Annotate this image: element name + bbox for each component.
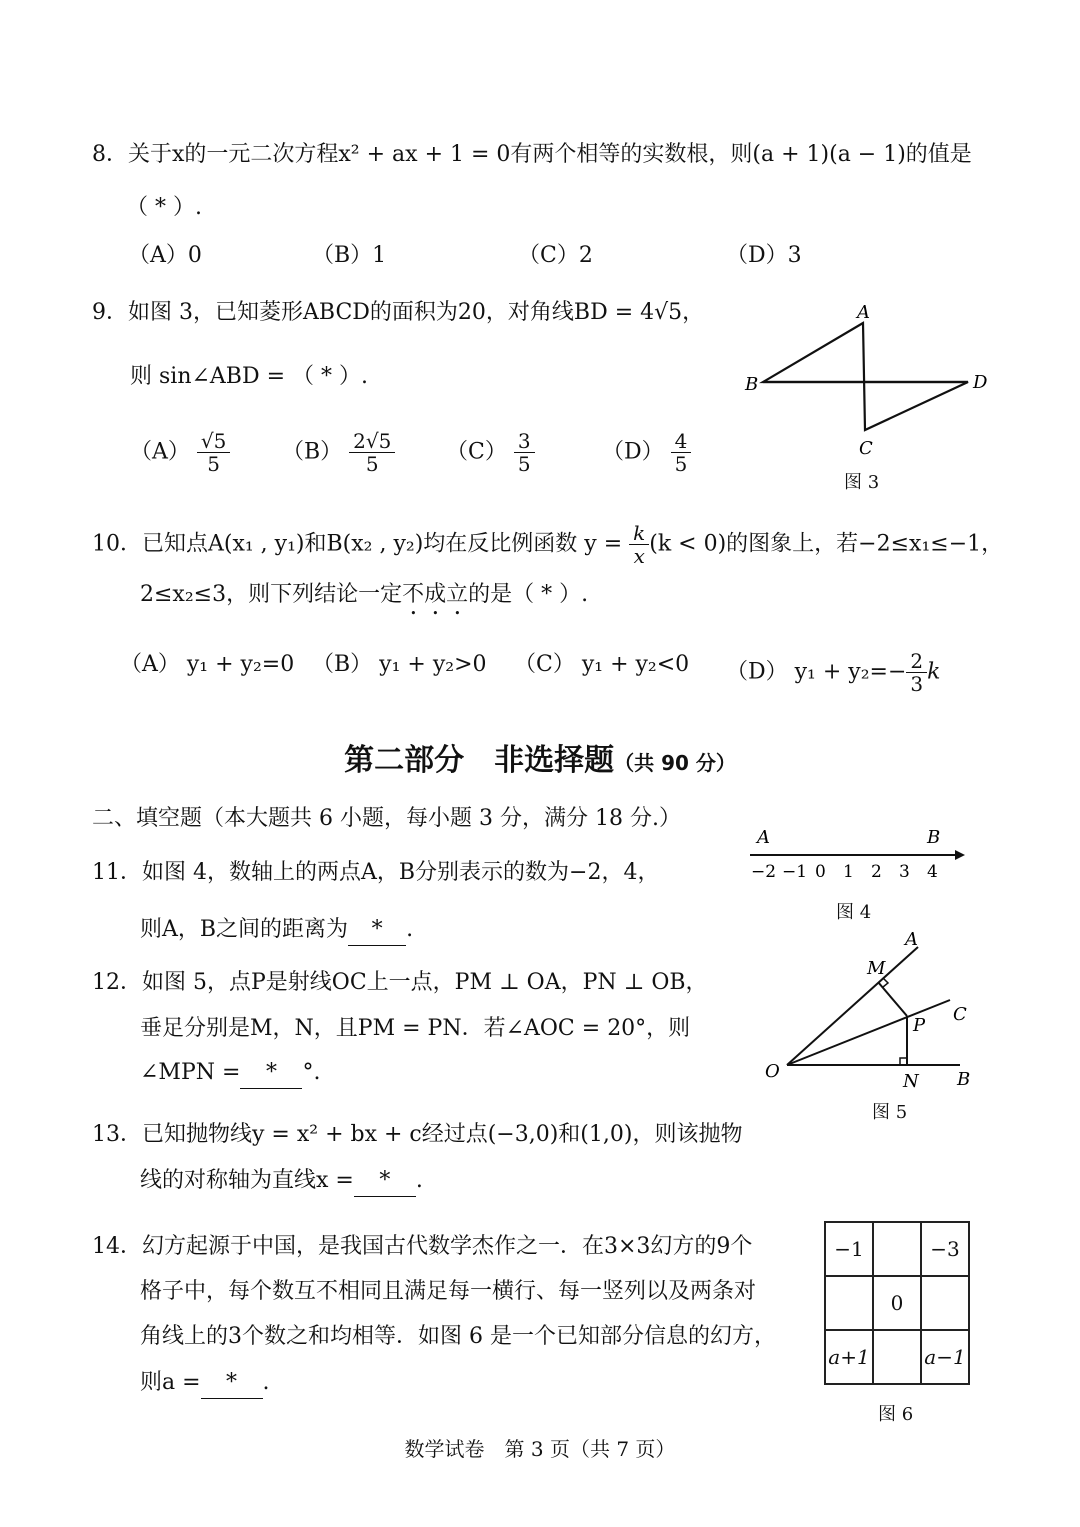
q12-end: °.	[302, 1060, 321, 1085]
magic-cell: −1	[825, 1222, 873, 1276]
ray-oc	[787, 1000, 950, 1065]
q12-question	[140, 1058, 320, 1089]
magic-cell: −3	[921, 1222, 969, 1276]
q9-option-b-num: 2√5	[349, 430, 395, 453]
q10-frac-den: x	[633, 544, 645, 568]
figure-3-caption: 图 3	[844, 472, 880, 493]
q8-stem: 8．关于x的一元二次方程x² + ax + 1 = 0有两个相等的实数根，则(a + 1)(a − 1)的值是	[92, 142, 972, 167]
q9-option-a-label: （A）	[130, 439, 190, 465]
q8-option-b: （B）1	[312, 243, 387, 268]
q14-end: .	[262, 1370, 270, 1395]
q10-option-d-label: （D） y₁ + y₂=−	[726, 659, 907, 685]
q9-stem: 9．如图 3，已知菱形ABCD的面积为20，对角线BD = 4√5，	[92, 300, 705, 325]
segment-pm	[878, 982, 907, 1016]
q9-option-c-num: 3	[514, 430, 535, 453]
q10-option-d-den: 3	[910, 672, 924, 696]
q10-option-b: （B） y₁ + y₂>0	[312, 652, 487, 677]
label-n: N	[903, 1071, 919, 1092]
tick-label: 0	[815, 862, 826, 882]
q8-option-d: （D）3	[726, 243, 802, 268]
q13-stem: 13．已知抛物线y = x² + bx + c经过点(−3,0)和(1,0)，则该抛物	[92, 1122, 743, 1147]
q10-line2-b: 的是（ * ）.	[468, 582, 589, 607]
q13-end: .	[415, 1168, 423, 1193]
q9-option-c-label: （C）	[446, 439, 507, 465]
q9-option-d-den: 5	[674, 452, 688, 476]
q12-question-text: ∠MPN =	[140, 1060, 241, 1085]
fill-heading: 二、填空题（本大题共 6 小题，每小题 3 分，满分 18 分.）	[92, 806, 681, 831]
number-line-label-b: B	[927, 827, 941, 848]
q11-end: .	[406, 917, 414, 942]
q8-option-c: （C）2	[518, 243, 593, 268]
section-title-main: 第二部分 非选择题	[344, 743, 615, 778]
q9-option-b	[282, 430, 395, 475]
label-m: M	[867, 958, 886, 979]
q9-option-d-label: （D）	[602, 439, 664, 465]
q8-bracket: （ * ）.	[126, 195, 202, 220]
magic-cell: 0	[873, 1276, 921, 1330]
q9-question: 则 sin∠ABD = （ * ）.	[130, 364, 369, 389]
tick-label: 4	[927, 862, 938, 882]
figure-6-caption: 图 6	[878, 1404, 914, 1425]
q9-option-d-fraction	[671, 430, 692, 475]
q10-stem-part2: (k < 0)的图象上，若−2≤x₁≤−1，	[649, 531, 1004, 557]
magic-row	[825, 1330, 969, 1384]
q9-option-a-fraction	[197, 430, 230, 475]
q14-answer-blank: *	[201, 1368, 263, 1399]
q12-stem: 12．如图 5，点P是射线OC上一点，PM ⊥ OA，PN ⊥ OB，	[92, 970, 708, 995]
q11-question	[140, 915, 413, 946]
figure-5-angle	[755, 925, 985, 1100]
tick-label: −2	[751, 862, 777, 882]
q12-answer-blank: *	[240, 1058, 302, 1089]
right-angle-m	[883, 978, 888, 987]
magic-cell: a+1	[825, 1330, 873, 1384]
q14-line3: 角线上的3个数之和均相等．如图 6 是一个已知部分信息的幻方，	[140, 1324, 776, 1349]
label-d: D	[973, 372, 988, 393]
q13-answer-blank: *	[354, 1166, 416, 1197]
magic-cell	[873, 1330, 921, 1384]
q9-option-d	[602, 430, 691, 475]
q10-line2-a: 2≤x₂≤3，则下列结论一定	[140, 582, 403, 607]
q13-question	[140, 1166, 423, 1197]
q10-option-c: （C） y₁ + y₂<0	[514, 652, 690, 677]
q9-option-b-label: （B）	[282, 439, 343, 465]
q10-option-d-tail: k	[927, 659, 941, 685]
magic-row	[825, 1276, 969, 1330]
q9-option-b-fraction	[349, 430, 395, 475]
q9-option-a-num: √5	[197, 430, 230, 453]
tick-label: 1	[843, 862, 854, 882]
figure-5-caption: 图 5	[872, 1102, 908, 1123]
q10-option-d-fraction	[906, 650, 927, 695]
q10-line2	[140, 580, 588, 620]
q13-question-text: 线的对称轴为直线x =	[140, 1168, 354, 1193]
q11-question-text: 则A，B之间的距离为	[140, 917, 349, 942]
q10-option-a: （A） y₁ + y₂=0	[120, 652, 295, 677]
page-footer: 数学试卷 第 3 页（共 7 页）	[404, 1437, 676, 1461]
q12-condition: 垂足分别是M，N，且PM = PN．若∠AOC = 20°，则	[140, 1016, 691, 1041]
label-c: C	[859, 438, 873, 459]
magic-cell	[825, 1276, 873, 1330]
magic-cell: a−1	[921, 1330, 969, 1384]
label-a: A	[857, 302, 870, 323]
q10-emphasis: 不成立	[402, 582, 469, 607]
label-b: B	[745, 374, 759, 395]
figure-4-number-line	[745, 825, 975, 885]
q10-option-d-num: 2	[906, 650, 927, 673]
q14-line1: 14．幻方起源于中国，是我国古代数学杰作之一．在3×3幻方的9个	[92, 1234, 753, 1259]
q10-frac-num: k	[629, 522, 649, 545]
q9-option-a-den: 5	[207, 452, 220, 476]
q11-answer-blank: *	[348, 915, 406, 946]
magic-row	[825, 1222, 969, 1276]
section-title	[0, 735, 1080, 779]
tick-label: 2	[871, 862, 882, 882]
q10-stem-part1: 10．已知点A(x₁ , y₁)和B(x₂ , y₂)均在反比例函数 y =	[92, 531, 630, 557]
q9-option-c-fraction	[514, 430, 535, 475]
q10-stem	[92, 522, 1003, 567]
q14-question	[140, 1368, 270, 1399]
q8-option-a: （A）0	[128, 243, 202, 268]
section-title-sub: （共 90 分）	[614, 751, 736, 775]
label-c: C	[953, 1004, 967, 1025]
rhombus-outline	[763, 323, 968, 430]
label-a: A	[905, 929, 918, 950]
number-line-label-a: A	[757, 827, 770, 848]
number-line-ticks	[751, 862, 938, 882]
q9-option-c	[446, 430, 535, 475]
q9-option-c-den: 5	[517, 452, 531, 476]
right-angle-n	[900, 1058, 907, 1065]
q9-option-b-den: 5	[365, 452, 379, 476]
q10-option-d	[726, 650, 941, 695]
q9-option-a	[130, 430, 230, 475]
q9-option-d-num: 4	[671, 430, 692, 453]
magic-cell	[921, 1276, 969, 1330]
label-b: B	[957, 1069, 971, 1090]
tick-label: 3	[899, 862, 910, 882]
q14-line2: 格子中，每个数互不相同且满足每一横行、每一竖列以及两条对	[140, 1279, 757, 1304]
label-o: O	[765, 1061, 780, 1082]
figure-6-magic-square	[824, 1221, 970, 1385]
q11-stem: 11．如图 4，数轴上的两点A，B分别表示的数为−2，4，	[92, 860, 660, 885]
magic-cell	[873, 1222, 921, 1276]
q10-k-over-x	[629, 522, 649, 567]
figure-4-caption: 图 4	[836, 902, 872, 923]
number-line-arrow	[955, 850, 965, 860]
label-p: P	[913, 1015, 926, 1036]
q14-question-text: 则a =	[140, 1370, 201, 1395]
tick-label: −1	[782, 862, 808, 882]
